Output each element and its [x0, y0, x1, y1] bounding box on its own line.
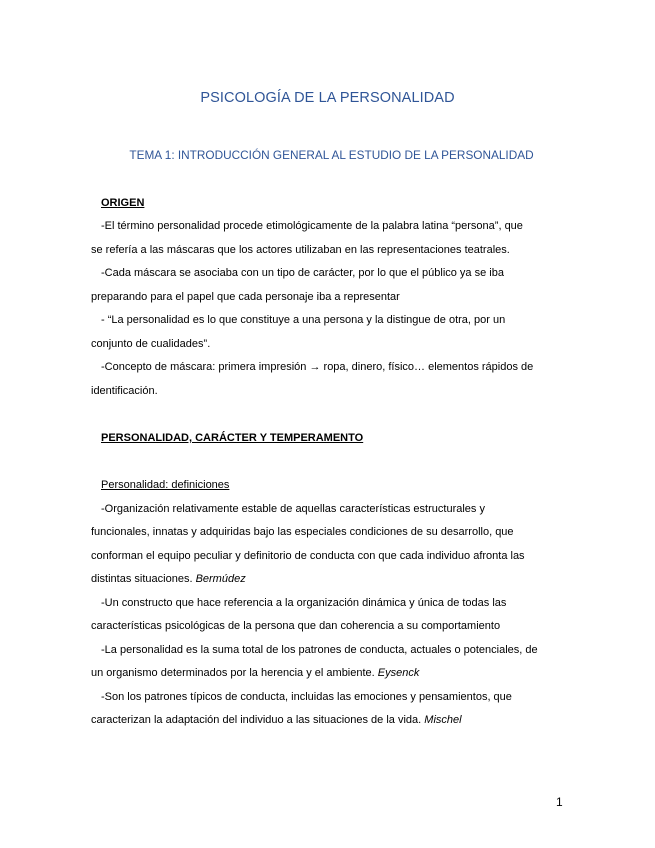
author-citation: Bermúdez	[195, 573, 246, 585]
paragraph-line: funcionales, innatas y adquiridas bajo las especiales condiciones de su desarrollo, que	[91, 526, 514, 538]
paragraph-line: -La personalidad es la suma total de los patrones de conducta, actuales o potenciales, de	[101, 644, 538, 656]
paragraph-line: preparando para el papel que cada personaje iba a representar	[91, 291, 400, 303]
paragraph-line: se refería a las máscaras que los actores utilizaban en las representaciones teatrales.	[91, 244, 510, 256]
paragraph-line: - “La personalidad es lo que constituye a una persona y la distingue de otra, por un	[101, 314, 506, 326]
paragraph-line	[91, 713, 571, 727]
line-text: caracterizan la adaptación del individuo a las situaciones de la vida.	[91, 714, 422, 726]
paragraph-line	[91, 572, 571, 586]
line-text: un organismo determinados por la herencia y el ambiente.	[91, 667, 375, 679]
paragraph-line: -Concepto de máscara: primera impresión → ropa, dinero, físico… elementos rápidos de	[101, 361, 534, 373]
page-number: 1	[556, 795, 563, 809]
paragraph-line: características psicológicas de la persona que dan coherencia a su comportamiento	[91, 620, 501, 632]
subsection-heading: Personalidad: definiciones	[101, 479, 230, 491]
document-title: PSICOLOGÍA DE LA PERSONALIDAD	[200, 90, 455, 106]
paragraph-line: -Organización relativamente estable de aquellas características estructurales y	[101, 503, 485, 515]
section-heading-personalidad: PERSONALIDAD, CARÁCTER Y TEMPERAMENTO	[101, 432, 364, 444]
section-heading-origen: ORIGEN	[101, 197, 145, 209]
paragraph-line: -Un constructo que hace referencia a la organización dinámica y única de todas las	[101, 597, 507, 609]
line-text: distintas situaciones.	[91, 573, 193, 585]
paragraph-line: -Son los patrones típicos de conducta, incluidas las emociones y pensamientos, que	[101, 691, 512, 703]
paragraph-line: conforman el equipo peculiar y definitorio de conducta con que cada individuo afronta las	[91, 550, 525, 562]
author-citation: Eysenck	[377, 667, 420, 679]
document-subtitle: TEMA 1: INTRODUCCIÓN GENERAL AL ESTUDIO DE LA PERSONALIDAD	[129, 148, 534, 162]
paragraph-line: -Cada máscara se asociaba con un tipo de carácter, por lo que el público ya se iba	[101, 267, 504, 279]
paragraph-line: conjunto de cualidades”.	[91, 338, 211, 350]
paragraph-line: identificación.	[91, 385, 158, 397]
author-citation: Mischel	[424, 714, 462, 726]
paragraph-line: -El término personalidad procede etimológicamente de la palabra latina “persona”, que	[101, 220, 523, 232]
paragraph-line	[91, 666, 571, 680]
